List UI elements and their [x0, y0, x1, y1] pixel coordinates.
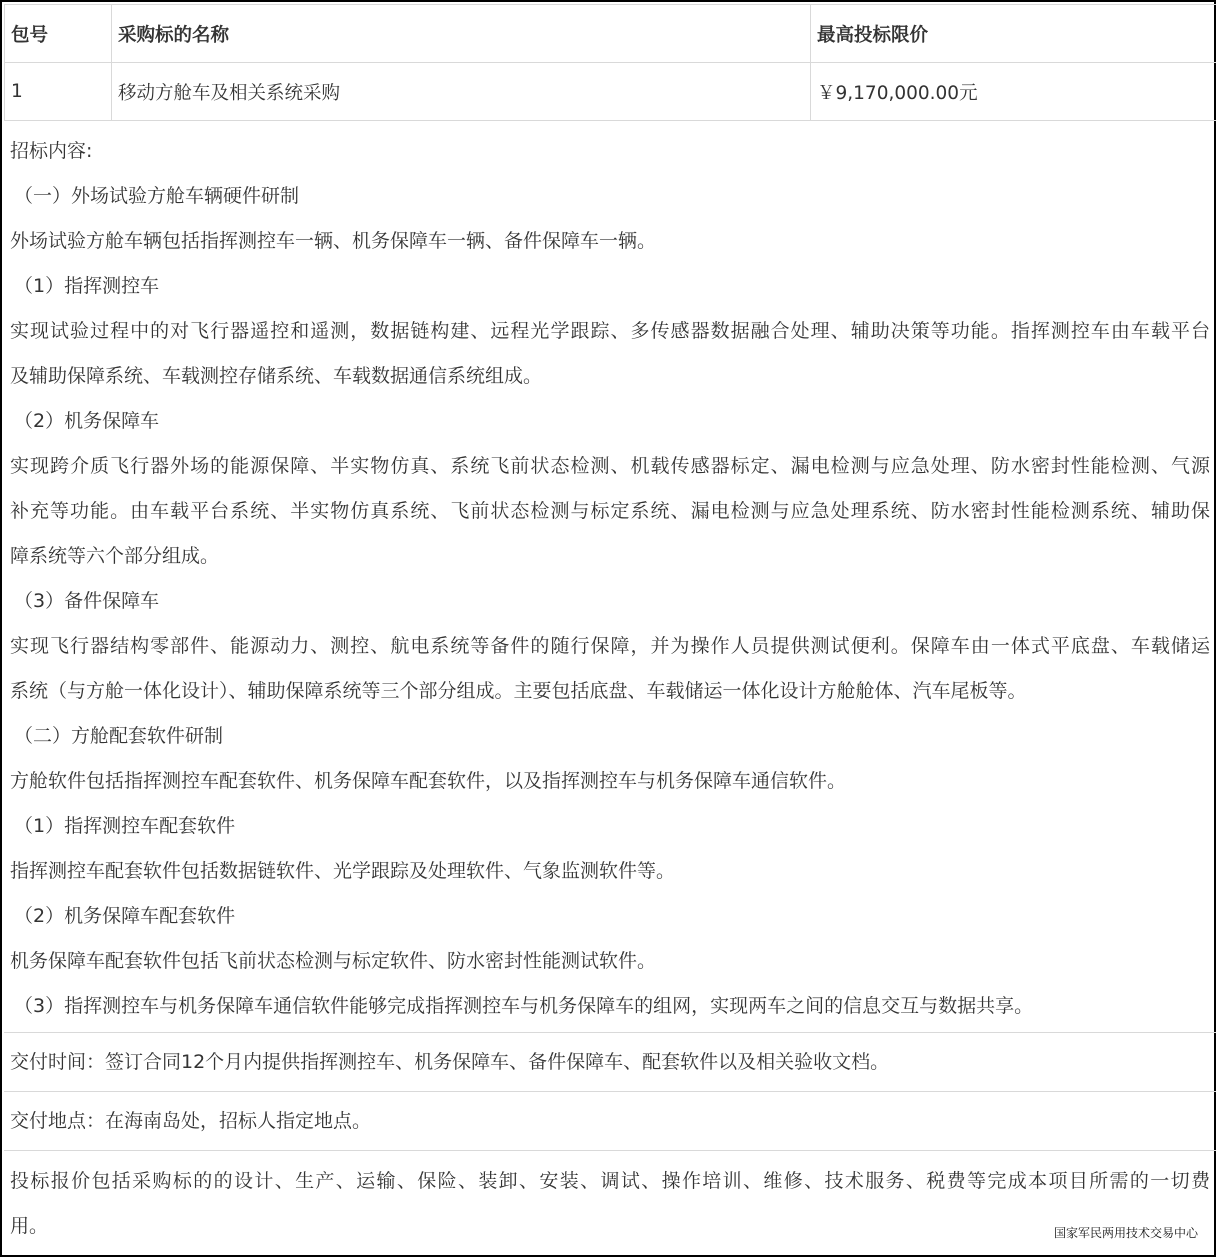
car-2-title: （2）机务保障车: [14, 410, 160, 432]
software-1-title: （1）指挥测控车配套软件: [14, 815, 236, 837]
table-row: [5, 63, 1216, 121]
software-1-text: 指挥测控车配套软件包括数据链软件、光学跟踪及处理软件、气象监测软件等。: [10, 860, 676, 882]
section-2-title: （二）方舱配套软件研制: [14, 725, 224, 747]
car-1-text-line-2: 及辅助保障系统、车载测控存储系统、车载数据通信系统组成。: [10, 365, 543, 387]
quote-text-line-1: 投标报价包括采购标的的设计、生产、运输、保险、装卸、安装、调试、操作培训、维修、技术服务、税费等完成本项目所需的一切费: [10, 1170, 1210, 1192]
software-3-text: （3）指挥测控车与机务保障车通信软件能够完成指挥测控车与机务保障车的组网，实现两车之间的信息交互与数据共享。: [14, 995, 1034, 1017]
car-1-title: （1）指挥测控车: [14, 275, 160, 297]
source-watermark: 国家军民两用技术交易中心: [1053, 1226, 1198, 1240]
car-1-text-line-1: 实现试验过程中的对飞行器遥控和遥测，数据链构建、远程光学跟踪、多传感器数据融合处理、辅助决策等功能。指挥测控车由车载平台: [10, 320, 1210, 342]
quote-text-line-2: 用。: [10, 1215, 49, 1237]
software-2-text: 机务保障车配套软件包括飞前状态检测与标定软件、防水密封性能测试软件。: [10, 950, 657, 972]
content-label: 招标内容:: [10, 140, 93, 162]
cell-item-name: 移动方舱车及相关系统采购: [112, 63, 811, 121]
header-max-price: 最高投标限价: [811, 5, 1216, 63]
delivery-place-text: 交付地点：在海南岛处，招标人指定地点。: [10, 1110, 372, 1132]
delivery-time-section: [4, 1033, 1216, 1092]
header-package-no: 包号: [5, 5, 112, 63]
header-item-name: 采购标的名称: [112, 5, 811, 63]
section-1-intro: 外场试验方舱车辆包括指挥测控车一辆、机务保障车一辆、备件保障车一辆。: [10, 230, 657, 252]
cell-max-price: ￥9,170,000.00元: [811, 63, 1216, 121]
section-1-title: （一）外场试验方舱车辆硬件研制: [14, 185, 300, 207]
tender-content-section: [4, 121, 1216, 1033]
section-2-intro: 方舱软件包括指挥测控车配套软件、机务保障车配套软件，以及指挥测控车与机务保障车通信软件。: [10, 770, 847, 792]
delivery-time-text: 交付时间：签订合同12个月内提供指挥测控车、机务保障车、备件保障车、配套软件以及相关验收文档。: [10, 1051, 890, 1073]
delivery-place-section: [4, 1092, 1216, 1151]
car-2-text-line-3: 障系统等六个部分组成。: [10, 545, 220, 567]
cell-package-no: 1: [5, 63, 112, 121]
car-3-title: （3）备件保障车: [14, 590, 160, 612]
car-3-text-line-1: 实现飞行器结构零部件、能源动力、测控、航电系统等备件的随行保障，并为操作人员提供测试便利。保障车由一体式平底盘、车载储运: [10, 635, 1210, 657]
quote-section: [4, 1151, 1216, 1255]
car-3-text-line-2: 系统（与方舱一体化设计）、辅助保障系统等三个部分组成。主要包括底盘、车载储运一体化设计方舱舱体、汽车尾板等。: [10, 680, 1027, 702]
car-2-text-line-1: 实现跨介质飞行器外场的能源保障、半实物仿真、系统飞前状态检测、机载传感器标定、漏电检测与应急处理、防水密封性能检测、气源: [10, 455, 1210, 477]
car-2-text-line-2: 补充等功能。由车载平台系统、半实物仿真系统、飞前状态检测与标定系统、漏电检测与应急处理系统、防水密封性能检测系统、辅助保: [10, 500, 1210, 522]
software-2-title: （2）机务保障车配套软件: [14, 905, 236, 927]
tender-table: [4, 4, 1216, 121]
table-header-row: [5, 5, 1216, 63]
